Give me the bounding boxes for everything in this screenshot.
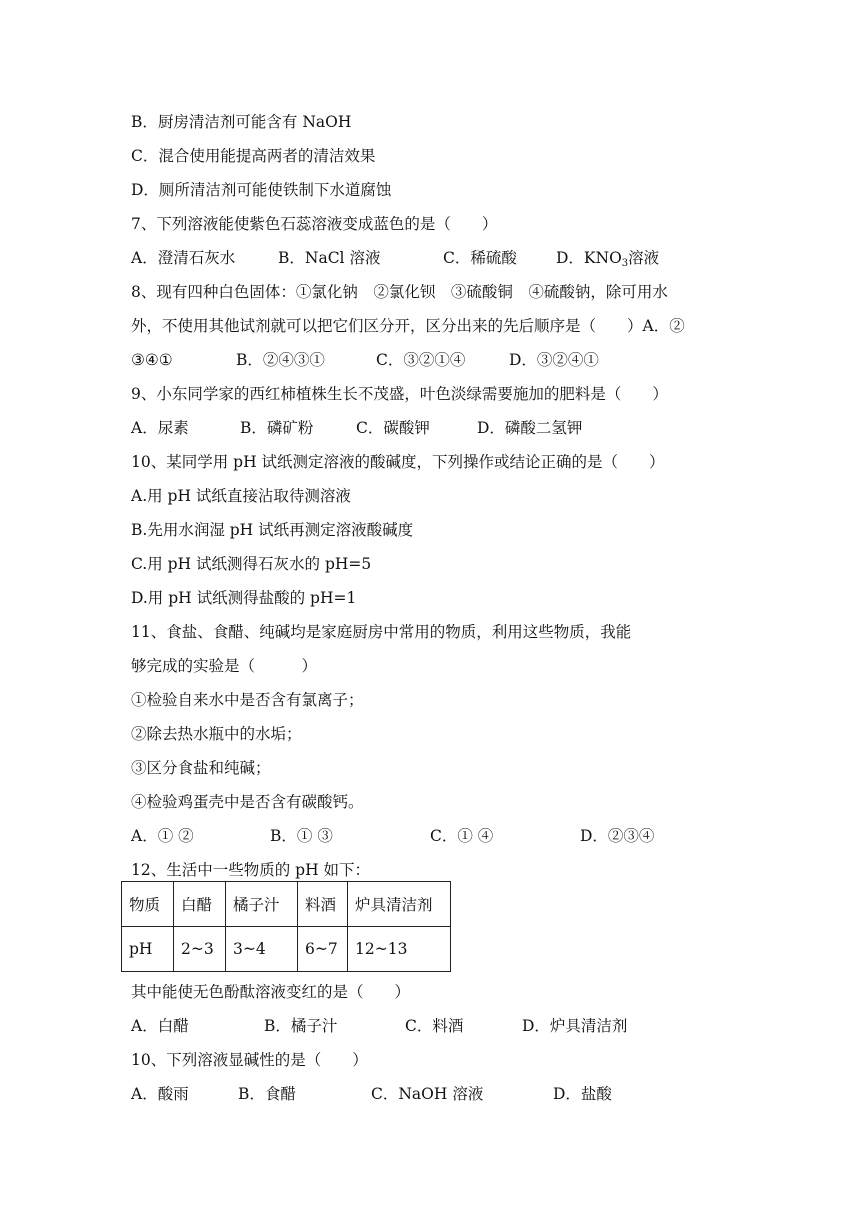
question-9: 9、小东同学家的西红柿植株生长不茂盛，叶色淡绿需要施加的肥料是（ ） [131,385,668,403]
ph-table [121,881,451,972]
q7-option-a: A．澄清石灰水 [131,249,236,267]
q10-option-a: A.用 pH 试纸直接沾取待测溶液 [131,487,351,505]
q10-option-d: D.用 pH 试纸测得盐酸的 pH=1 [131,589,357,607]
q10b-option-a: A．酸雨 [131,1085,189,1103]
q11-option-b: B．① ③ [270,827,333,845]
q11-statement-3: ③区分食盐和纯碱； [131,759,271,777]
table-cell: 2~3 [174,927,226,972]
q10-option-c: C.用 pH 试纸测得石灰水的 pH=5 [131,555,372,573]
q9-option-a: A．尿素 [131,419,189,437]
q12-option-d: D．炉具清洁剂 [522,1017,628,1035]
table-header-row [122,882,451,927]
q8-option-c: C．③②①④ [376,351,466,369]
q11-option-c: C．① ④ [430,827,494,845]
question-11-line-1: 11、食盐、食醋、纯碱均是家庭厨房中常用的物质，利用这些物质，我能 [131,623,632,641]
q12-option-c: C．料酒 [405,1017,464,1035]
q8-option-a-cont: ③④① [131,351,173,369]
table-cell: 白醋 [174,882,226,927]
q7-option-d-suffix: 溶液 [628,249,660,267]
q11-statement-2: ②除去热水瓶中的水垢； [131,725,302,743]
q11-option-a: A．① ② [131,827,194,845]
question-12-stem: 其中能使无色酚酞溶液变红的是（ ） [131,983,411,1001]
q7-option-d [556,248,659,268]
question-8-line-2: 外，不使用其他试剂就可以把它们区分开，区分出来的先后顺序是（ ）A．② [131,317,685,335]
option-d-toilet-cleaner: D．厕所清洁剂可能使铁制下水道腐蚀 [131,181,392,199]
option-b-kitchen-cleaner: B．厨房清洁剂可能含有 NaOH [131,113,352,131]
question-7: 7、下列溶液能使紫色石蕊溶液变成蓝色的是（ ） [131,215,498,233]
question-10: 10、某同学用 pH 试纸测定溶液的酸碱度，下列操作或结论正确的是（ ） [131,453,665,471]
q12-option-b: B．橘子汁 [264,1017,338,1035]
q9-option-b: B．磷矿粉 [240,419,314,437]
table-cell: 橘子汁 [226,882,298,927]
q7-option-b: B．NaCl 溶液 [278,249,381,267]
table-cell: pH [122,927,174,972]
question-11-line-2: 够完成的实验是（ ） [131,657,318,675]
q11-option-d: D．②③④ [580,827,655,845]
q10b-option-d: D．盐酸 [553,1085,612,1103]
question-8-line-1: 8、现有四种白色固体：①氯化钠 ②氯化钡 ③硫酸铜 ④硫酸钠，除可用水 [131,283,668,301]
q7-option-c: C．稀硫酸 [443,249,517,267]
q10b-option-c: C．NaOH 溶液 [371,1085,484,1103]
table-cell: 炉具清洁剂 [348,882,451,927]
table-cell: 12~13 [348,927,451,972]
q11-statement-1: ①检验自来水中是否含有氯离子； [131,691,364,709]
q8-option-d: D．③②④① [509,351,599,369]
table-cell: 3~4 [226,927,298,972]
q12-option-a: A．白醋 [131,1017,189,1035]
q7-option-d-prefix: D．KNO [556,249,622,267]
q8-option-b: B．②④③① [236,351,325,369]
question-12: 12、生活中一些物质的 pH 如下： [131,861,371,879]
table-row [122,927,451,972]
table-cell: 物质 [122,882,174,927]
q9-option-d: D．磷酸二氢钾 [477,419,583,437]
table-cell: 料酒 [298,882,348,927]
q11-statement-4: ④检验鸡蛋壳中是否含有碳酸钙。 [131,793,364,811]
table-cell: 6~7 [298,927,348,972]
q10-option-b: B.先用水润湿 pH 试纸再测定溶液酸碱度 [131,521,414,539]
option-c-mixed-use: C．混合使用能提高两者的清洁效果 [131,147,376,165]
q10b-option-b: B．食醋 [238,1085,296,1103]
question-10-alkaline: 10、下列溶液显碱性的是（ ） [131,1051,368,1069]
q7-option-d-subscript: 3 [621,258,629,269]
q9-option-c: C．碳酸钾 [356,419,430,437]
